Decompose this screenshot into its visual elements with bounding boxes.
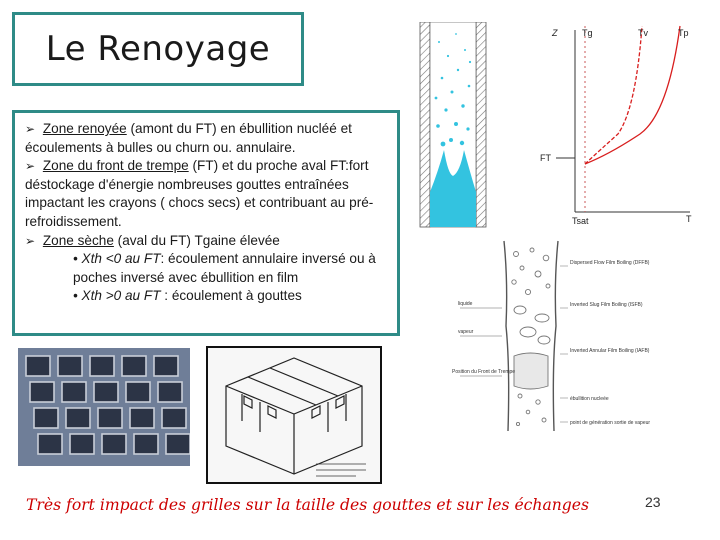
grid-cell	[94, 382, 118, 402]
arrow-bullet-icon: ➢	[25, 122, 36, 136]
sub-bullet-1-head: • Xth <0 au FT	[73, 251, 161, 267]
nucleate-label: ébullition nucleée	[570, 396, 609, 402]
grid-cell	[70, 434, 94, 454]
flow-regimes-diagram	[450, 236, 650, 436]
page-number: 23	[645, 494, 661, 510]
sub-bullet-2	[25, 287, 391, 306]
bullet-seche	[25, 232, 391, 251]
tp-label: Tp	[678, 28, 689, 38]
grid-cell	[26, 356, 50, 376]
temperature-profile-graph	[540, 22, 700, 227]
grid-cell	[166, 434, 190, 454]
sub-bullet-2-head: • Xth >0 au FT	[73, 288, 161, 304]
bullet-renoyee-text: (amont du FT) en ébullition nucléé et écoulements à bulles ou churn ou. annulaire.	[25, 121, 352, 155]
point-label: point de génération sortie de vapeur	[570, 420, 650, 426]
bullet-front-title: Zone du front de trempe	[42, 158, 189, 174]
slide-title: Le Renoyage	[45, 29, 271, 69]
tg-label: Tg	[582, 28, 593, 38]
grid-cell	[154, 356, 178, 376]
grid-cell	[58, 356, 82, 376]
axis-t-label: T	[686, 214, 692, 224]
grid-cell	[162, 408, 186, 428]
grid-cell	[130, 408, 154, 428]
sub-bullet-1	[25, 250, 391, 287]
title-box	[12, 12, 304, 86]
reflood-channel-illustration	[418, 22, 518, 232]
content-box	[12, 110, 400, 336]
iafb-label: Inverted Annular Film Boiling (IAFB)	[570, 348, 650, 354]
grid-cell	[98, 408, 122, 428]
footer-note: Très fort impact des grilles sur la taille des gouttes et sur les échanges	[26, 496, 589, 514]
grid-cell	[66, 408, 90, 428]
bullet-front	[25, 157, 391, 231]
isfb-label: Inverted Slug Film Boiling (ISFB)	[570, 302, 643, 308]
bullet-seche-title: Zone sèche	[42, 232, 114, 248]
liquide-label: liquide	[458, 301, 473, 307]
bullet-front-text: (FT) et du proche aval FT:fort déstockage d'énergie nombreuses gouttes entraînées impactant les crayons ( chocs secs) et contribuant au pré-refroidissement.	[25, 158, 374, 229]
sub-bullet-1-text: : écoulement annulaire inversé ou à poches inversé avec ébullition en film	[73, 251, 376, 285]
grid-cell	[38, 434, 62, 454]
grid-cell	[102, 434, 126, 454]
grid-cell	[134, 434, 158, 454]
bullet-seche-text: (aval du FT) Tgaine élevée	[113, 232, 280, 248]
vapeur-label: vapeur	[458, 329, 474, 335]
ft-label: FT	[540, 153, 551, 163]
grid-cell	[122, 356, 146, 376]
spacer-grid-photo	[18, 348, 190, 466]
arrow-bullet-icon: ➢	[25, 233, 36, 248]
grid-cell	[62, 382, 86, 402]
grid-cell	[158, 382, 182, 402]
grid-cell	[90, 356, 114, 376]
axis-z-label: Z	[552, 28, 558, 38]
sub-bullet-2-text: : écoulement à gouttes	[160, 288, 302, 304]
dffb-label: Dispersed Flow Film Boiling (DFFB)	[570, 260, 650, 266]
tsat-label: Tsat	[572, 216, 589, 226]
grid-cell	[30, 382, 54, 402]
tv-label: Tv	[638, 28, 648, 38]
grid-cell	[126, 382, 150, 402]
front-label: Position du Front de Trempe	[452, 369, 516, 375]
grid-cell	[34, 408, 58, 428]
grid-technical-drawing	[206, 346, 382, 484]
arrow-bullet-icon: ➢	[25, 159, 36, 174]
bullet-renoyee	[25, 120, 391, 157]
bullet-renoyee-title: Zone renoyée	[42, 121, 127, 136]
